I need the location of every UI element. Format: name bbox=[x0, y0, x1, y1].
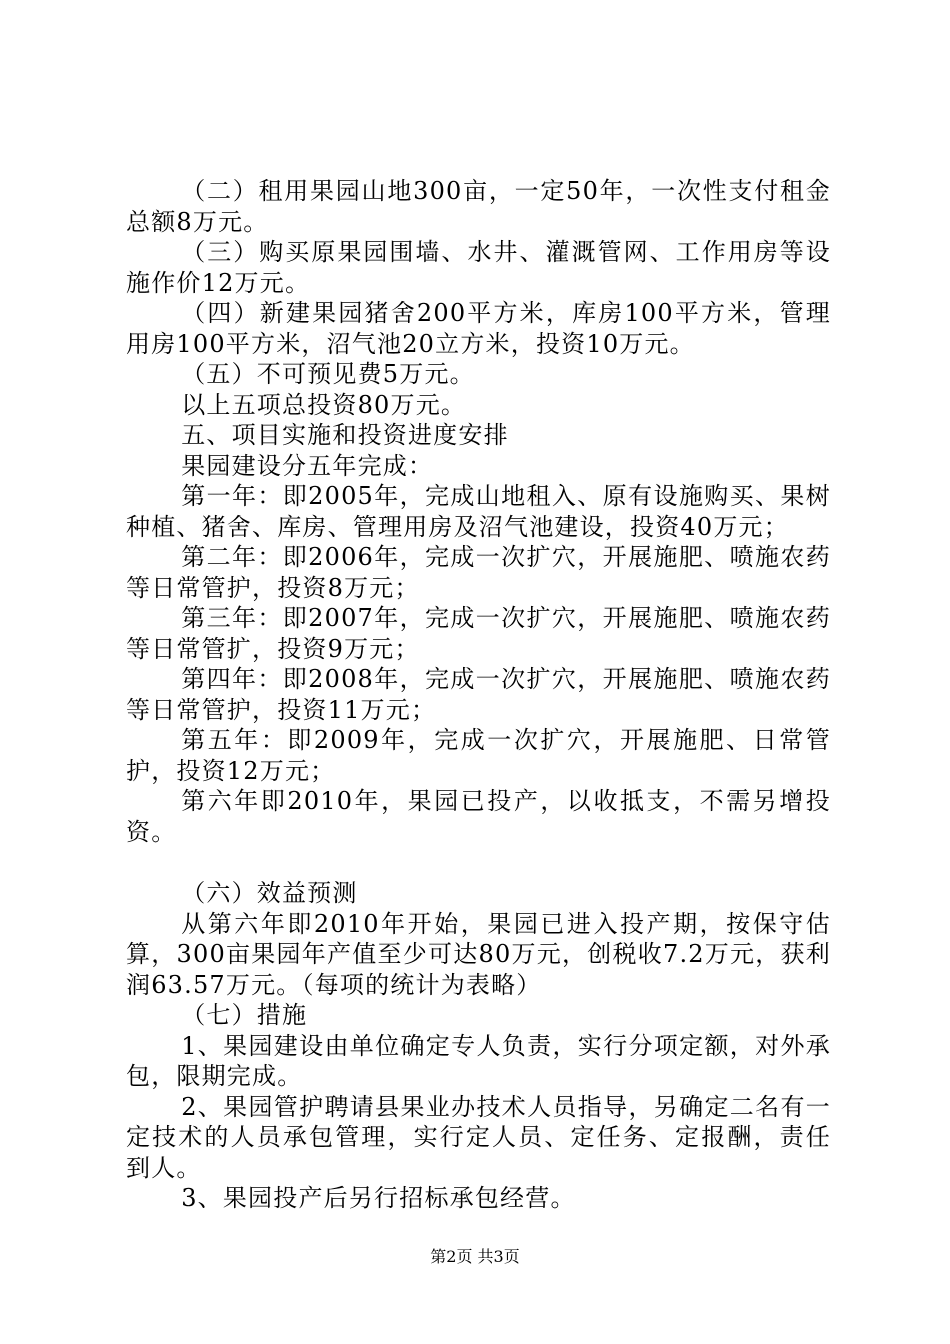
page-number-footer: 第2页 共3页 bbox=[430, 1247, 520, 1266]
section-heading-schedule: 五、项目实施和投资进度安排 bbox=[181, 421, 509, 449]
paragraph-benefit: 从第六年即2010年开始，果园已进入投产期，按保守估算，300亩果园年产值至少可达80万元，创税收7.2万元，获利润63.57万元。（每项的统计为表略） bbox=[126, 909, 831, 999]
paragraph-year-3: 第三年：即2007年，完成一次扩穴，开展施肥、喷施农药等日常管扩，投资9万元； bbox=[126, 604, 831, 663]
section-heading-measures: （七）措施 bbox=[181, 1001, 308, 1029]
paragraph-year-6: 第六年即2010年，果园已投产，以收抵支，不需另增投资。 bbox=[126, 787, 831, 846]
paragraph-measure-1: 1、果园建设由单位确定专人负责，实行分项定额，对外承包，限期完成。 bbox=[126, 1031, 831, 1090]
document-body bbox=[126, 176, 831, 1214]
paragraph-measure-3: 3、果园投产后另行招标承包经营。 bbox=[181, 1184, 576, 1212]
section-heading-benefit: （六）效益预测 bbox=[181, 879, 358, 907]
paragraph-year-4: 第四年：即2008年，完成一次扩穴，开展施肥、喷施农药等日常管护，投资11万元； bbox=[126, 665, 831, 724]
paragraph-year-1: 第一年：即2005年，完成山地租入、原有设施购买、果树种植、猪舍、库房、管理用房及沼气池建设，投资40万元； bbox=[126, 482, 831, 541]
paragraph-measure-2: 2、果园管护聘请县果业办技术人员指导，另确定二名有一定技术的人员承包管理，实行定人员、定任务、定报酬，责任到人。 bbox=[126, 1092, 831, 1182]
paragraph-lease-land: （二）租用果园山地300亩，一定50年，一次性支付租金总额8万元。 bbox=[126, 177, 831, 236]
paragraph-purchase-facilities: （三）购买原果园围墙、水井、灌溉管网、工作用房等设施作价12万元。 bbox=[126, 238, 831, 297]
paragraph-total-investment: 以上五项总投资80万元。 bbox=[181, 390, 467, 419]
paragraph-year-2: 第二年：即2006年，完成一次扩穴，开展施肥、喷施农药等日常管护，投资8万元； bbox=[126, 543, 831, 602]
paragraph-five-years: 果园建设分五年完成： bbox=[181, 451, 434, 480]
paragraph-new-construction: （四）新建果园猪舍200平方米，库房100平方米，管理用房100平方米，沼气池20立方米，投资10万元。 bbox=[126, 299, 831, 358]
paragraph-contingency: （五）不可预见费5万元。 bbox=[181, 360, 475, 388]
paragraph-year-5: 第五年：即2009年，完成一次扩穴，开展施肥、日常管护，投资12万元； bbox=[126, 726, 831, 785]
